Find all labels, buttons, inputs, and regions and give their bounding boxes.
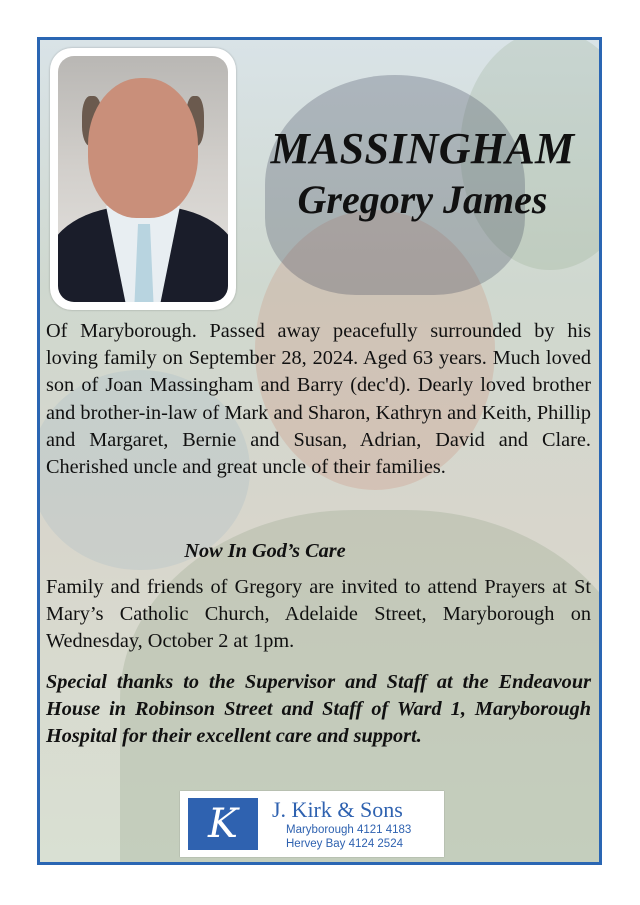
service-details-paragraph: Family and friends of Gregory are invited to attend Prayers at St Mary’s Catholic Church, Adelaide Street, Maryborough on Wednesday, October 2 at 1pm. bbox=[46, 576, 591, 653]
monogram-icon bbox=[188, 798, 258, 850]
care-line: Now In God’s Care bbox=[184, 540, 346, 562]
death-details-paragraph: Of Maryborough. Passed away peacefully surrounded by his loving family on September 28, 2024. Aged 63 years. Much loved son of Joan Massingham and Barry (dec'd). Dearly loved brother and brother-in-law of Mark and Sharon, Kathryn and Keith, Phillip and Margaret, Bernie and Susan, Adrian, David and Clare. Cherished uncle and great uncle of their families. bbox=[46, 320, 591, 479]
thanks-paragraph: Special thanks to the Supervisor and Staff at the Endeavour House in Robinson Street and Staff of Ward 1, Maryborough Hospital for their excellent care and support. bbox=[46, 671, 591, 748]
portrait-photo bbox=[50, 48, 236, 310]
name-heading bbox=[245, 125, 600, 223]
funeral-director-name: J. Kirk & Sons bbox=[272, 797, 403, 822]
phone-hervey-bay: Hervey Bay 4124 2524 bbox=[286, 838, 403, 850]
surname: MASSINGHAM bbox=[270, 124, 575, 173]
monogram-letter: K bbox=[208, 801, 238, 847]
phone-maryborough: Maryborough 4121 4183 bbox=[286, 824, 412, 836]
given-names: Gregory James bbox=[297, 177, 548, 222]
portrait-head bbox=[88, 78, 198, 218]
notice-frame bbox=[37, 37, 602, 865]
funeral-director-logo bbox=[180, 791, 444, 857]
portrait-image bbox=[58, 56, 228, 302]
